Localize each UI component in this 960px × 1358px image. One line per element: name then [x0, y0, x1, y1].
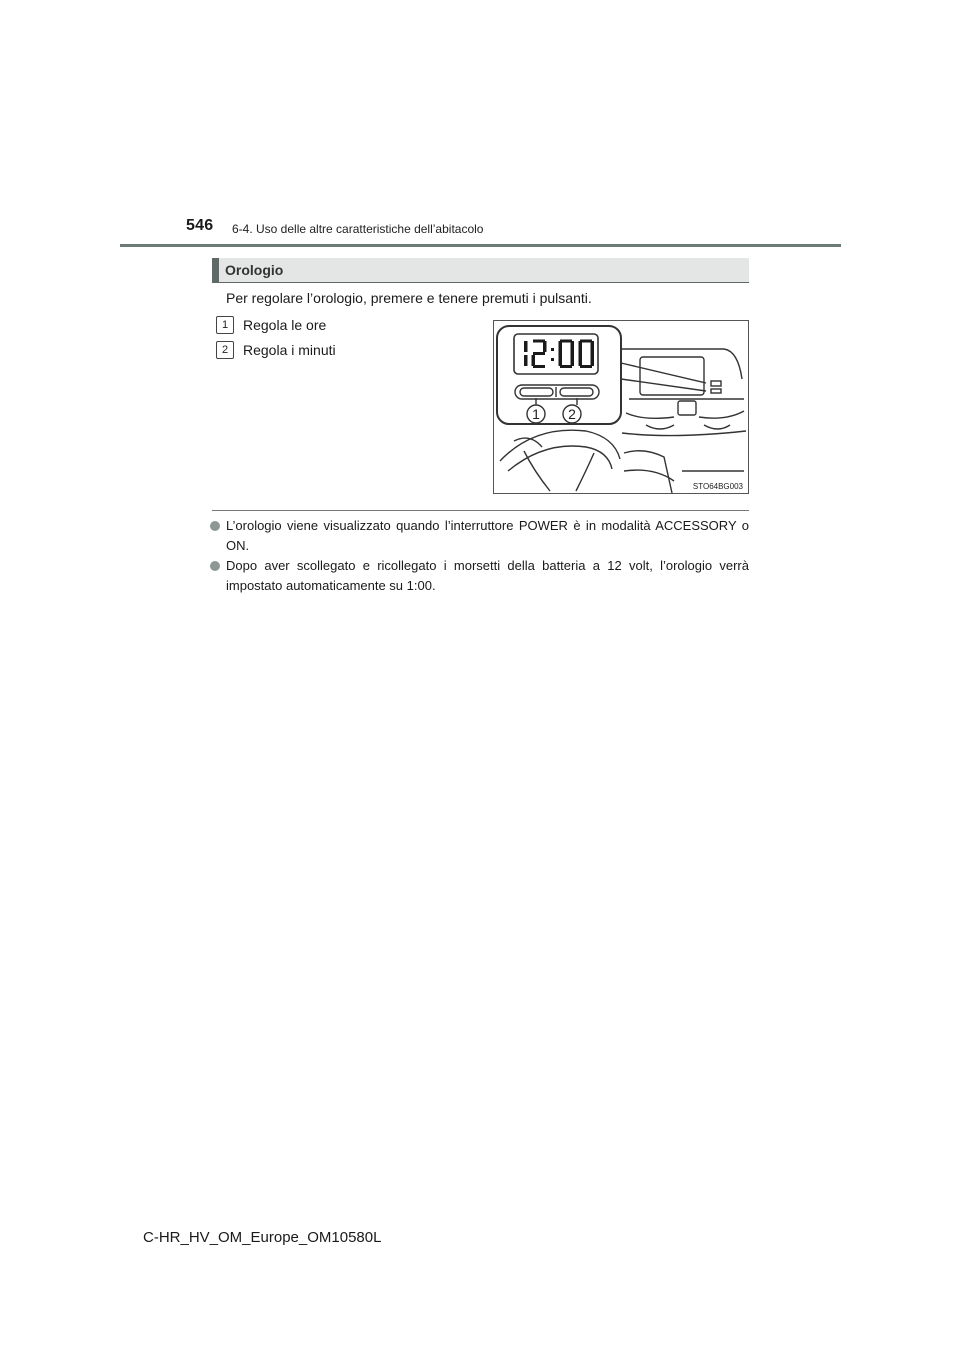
note-item	[226, 556, 749, 596]
step-text: Regola i minuti	[243, 342, 336, 358]
step-number: 2	[216, 341, 234, 359]
hour-button	[520, 388, 553, 396]
clock-digits	[524, 340, 594, 369]
topic-heading-bar	[212, 258, 749, 283]
callout-panel	[497, 326, 621, 424]
callout-label-1: 1	[532, 406, 540, 422]
topic-accent	[212, 258, 219, 282]
step-text: Regola le ore	[243, 317, 327, 333]
clock-buttons-outline	[515, 385, 599, 399]
bullet-icon	[210, 521, 220, 531]
dashboard-drawing	[494, 321, 748, 493]
minute-button	[560, 388, 593, 396]
notes-divider	[212, 510, 749, 511]
topic-title: Orologio	[225, 262, 284, 278]
note-item	[226, 516, 749, 556]
header-rule	[120, 244, 841, 247]
step-number: 1	[216, 316, 234, 334]
note-text: L’orologio viene visualizzato quando l’interruttore POWER è in modalità ACCESSORY o ON.	[226, 518, 749, 553]
callout-label-2: 2	[568, 406, 576, 422]
figure-code: STO64BG003	[692, 482, 743, 491]
clock-illustration	[493, 320, 749, 494]
section-title: 6-4. Uso delle altre caratteristiche dell’abitacolo	[232, 222, 484, 236]
intro-text: Per regolare l’orologio, premere e tenere premuti i pulsanti.	[226, 290, 592, 306]
document-id: C-HR_HV_OM_Europe_OM10580L	[143, 1229, 382, 1246]
bullet-icon	[210, 561, 220, 571]
page-number: 546	[186, 217, 214, 234]
note-text: Dopo aver scollegato e ricollegato i morsetti della batteria a 12 volt, l’orologio verrà impostato automaticamente su 1:00.	[226, 558, 749, 593]
